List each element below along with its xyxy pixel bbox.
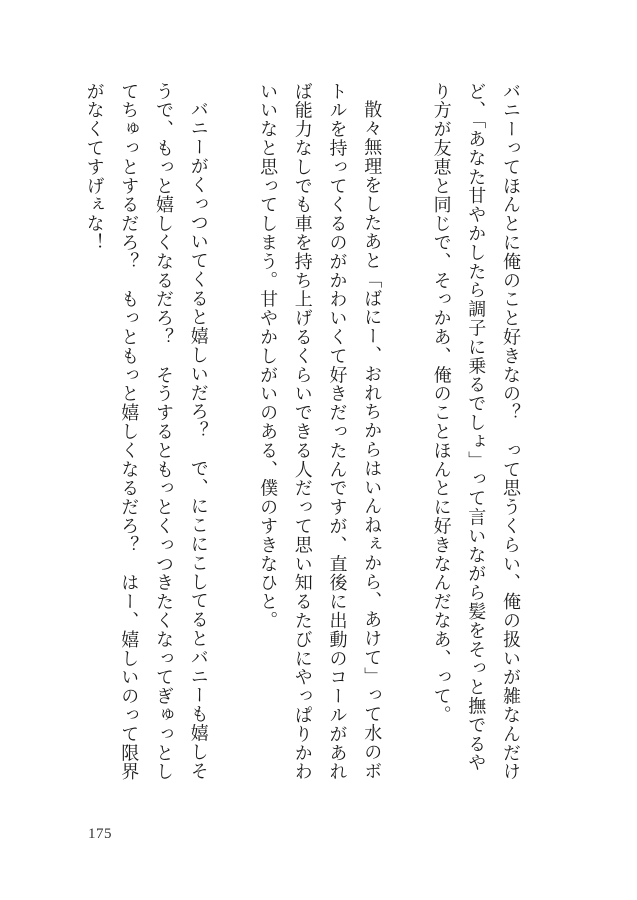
vertical-text-body	[76, 82, 527, 782]
paragraph-gap	[215, 82, 250, 782]
paragraph-3: バニーがくっついてくると嬉しいだろ？ で、にこにこしてるとバニーも嬉しそうで、もっと嬉しくなるだろ？ そうするともっとくっつきたくなってぎゅっとしてちゅっとするだろ？ もっともっと嬉しくなるだろ？ はー、嬉しいのって限界がなくてすげぇな！	[83, 82, 209, 782]
page-number: 175	[88, 826, 112, 842]
paragraph-1: バニーってほんとに俺のこと好きなの？ って思うくらい、俺の扱いが雑なんだけど、「あなた甘やかしたら調子に乗るでしょ」って言いながら髪をそっと撫でるやり方が友恵と同じで、そっかあ、俺のことほんとに好きなんだなあ、って。	[430, 82, 521, 782]
paragraph-gap	[388, 82, 423, 782]
paragraph-2: 散々無理をしたあと「ばにー、おれちからはいんねぇから、あけて」って水のボトルを持ってくるのがかわいくて好きだったんですが、直後に出動のコールがあれば能力なしでも車を持ち上げるくらいできる人だって思い知るたびにやっぱりかわいいなと思ってしまう。甘やかしがいのある、僕のすきなひと。	[257, 82, 383, 782]
